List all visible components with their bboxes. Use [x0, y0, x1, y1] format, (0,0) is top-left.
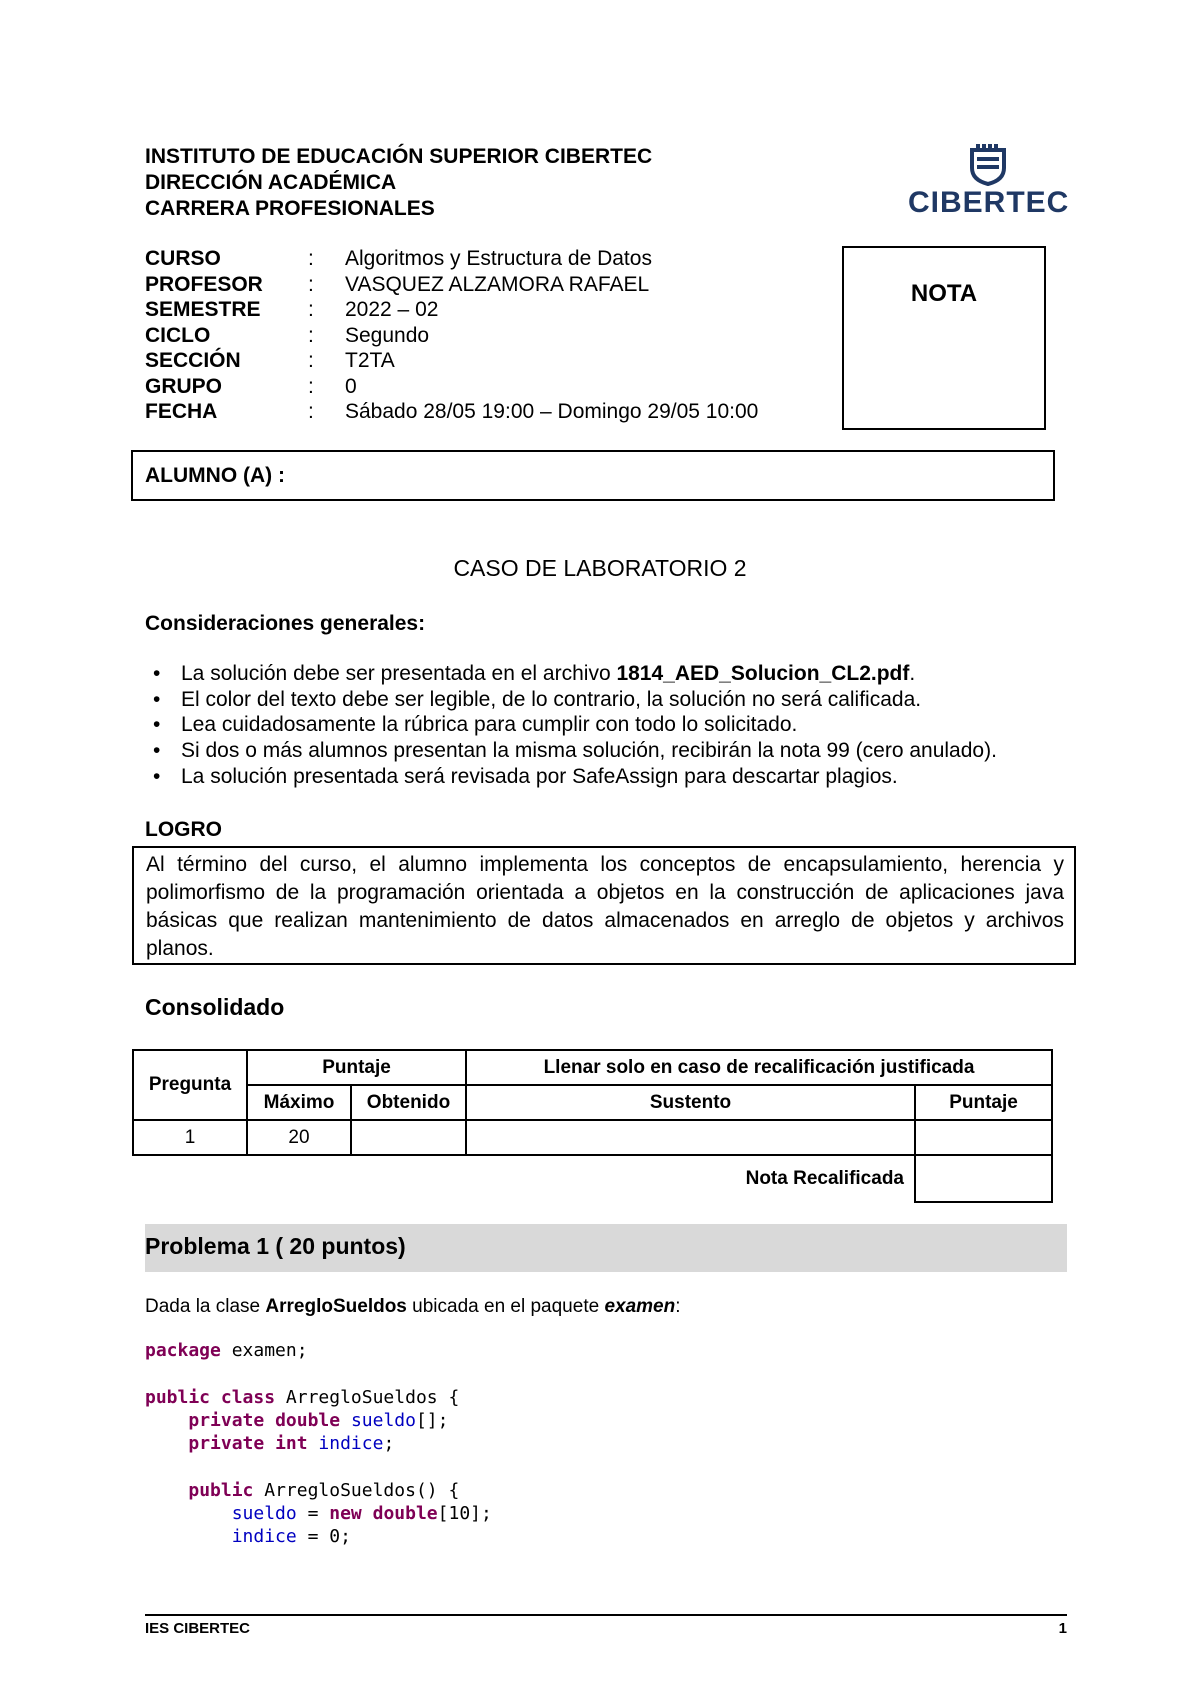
- info-value: Segundo: [345, 323, 430, 347]
- cell-nota-recalificada[interactable]: [915, 1155, 1052, 1202]
- info-row-fecha: [145, 399, 758, 425]
- info-label: CICLO: [145, 323, 211, 347]
- info-colon: :: [308, 323, 314, 347]
- direction-name: DIRECCIÓN ACADÉMICA: [145, 171, 397, 194]
- list-item: • La solución presentada será revisada por SafeAssign para descartar plagios.: [145, 764, 997, 790]
- code-text: examen;: [220, 1340, 308, 1361]
- package-name: examen: [604, 1296, 676, 1317]
- footer-divider: [145, 1614, 1067, 1616]
- keyword: int: [275, 1433, 308, 1455]
- info-row-seccion: [145, 348, 758, 374]
- intro-text: ubicada en el paquete: [406, 1296, 605, 1317]
- keyword: private: [188, 1409, 265, 1431]
- info-value: 0: [345, 374, 357, 398]
- bullet-text: La solución debe ser presentada en el archivo: [181, 662, 617, 685]
- info-row-profesor: [145, 272, 758, 298]
- list-item: • El color del texto debe ser legible, de lo contrario, la solución no será calificada.: [145, 687, 997, 713]
- grade-label: NOTA: [910, 280, 978, 307]
- header-pregunta: Pregunta: [133, 1050, 247, 1120]
- code-block: [145, 1339, 492, 1549]
- consolidated-title: Consolidado: [145, 994, 285, 1020]
- consolidated-table: [132, 1049, 1053, 1203]
- table-row: [133, 1155, 1052, 1202]
- code-text: =: [296, 1503, 330, 1525]
- problem-intro: [145, 1296, 681, 1318]
- header-puntaje-recal: Puntaje: [915, 1085, 1052, 1120]
- institution-header: [145, 144, 652, 222]
- cell-pregunta: 1: [133, 1120, 247, 1155]
- considerations-title: Consideraciones generales:: [145, 612, 426, 635]
- info-colon: :: [308, 400, 314, 423]
- file-name: 1814_AED_Solucion_CL2.pdf: [616, 662, 910, 685]
- info-row-grupo: [145, 374, 758, 400]
- lab-case-title: CASO DE LABORATORIO 2: [453, 555, 747, 581]
- header-puntaje: Puntaje: [247, 1050, 466, 1085]
- field-name: indice: [231, 1526, 297, 1548]
- info-value: Sábado 28/05 19:00 – Domingo 29/05 10:00: [345, 400, 759, 423]
- header-sustento: Sustento: [466, 1085, 915, 1120]
- achievement-box: Al término del curso, el alumno implementa los conceptos de encapsulamiento, herencia y polimorfismo de la programación orientada a objetos en la construcción de aplicaciones java básicas que realizan mantenimiento de datos almacenados en arreglo de objetos y archivos planos.: [132, 846, 1076, 965]
- student-label: ALUMNO (A) :: [145, 464, 285, 487]
- cell-sustento[interactable]: [466, 1120, 915, 1155]
- cell-maximo: 20: [247, 1120, 351, 1155]
- list-item: • Lea cuidadosamente la rúbrica para cumplir con todo lo solicitado.: [145, 712, 997, 738]
- intro-text: :: [675, 1296, 681, 1317]
- list-item: • Si dos o más alumnos presentan la misma solución, recibirán la nota 99 (cero anulado).: [145, 738, 997, 764]
- keyword: new: [329, 1503, 362, 1525]
- code-text: ArregloSueldos {: [275, 1386, 460, 1408]
- field-name: indice: [318, 1433, 384, 1455]
- info-row-semestre: [145, 297, 758, 323]
- class-name: ArregloSueldos: [265, 1296, 407, 1317]
- nota-recalificada-label: Nota Recalificada: [745, 1168, 904, 1189]
- grade-box[interactable]: [842, 246, 1046, 430]
- bullet-text: .: [909, 662, 916, 685]
- header-maximo: Máximo: [247, 1085, 351, 1120]
- code-text: = 0;: [296, 1526, 351, 1548]
- page-number: 1: [1058, 1620, 1067, 1637]
- info-colon: :: [308, 247, 314, 270]
- code-text: ArregloSueldos() {: [253, 1479, 460, 1501]
- info-row-curso: [145, 246, 758, 272]
- list-item: [145, 661, 997, 687]
- keyword: double: [372, 1503, 438, 1525]
- info-value: 2022 – 02: [345, 298, 439, 321]
- keyword: class: [220, 1386, 276, 1408]
- info-value: T2TA: [345, 349, 395, 372]
- cell-obtenido[interactable]: [351, 1120, 466, 1155]
- table-row: [133, 1050, 1052, 1085]
- considerations-list: [145, 661, 997, 790]
- cibertec-logo: [908, 140, 1068, 220]
- info-value: Algoritmos y Estructura de Datos: [345, 247, 652, 270]
- problem-title: Problema 1 ( 20 puntos): [145, 1233, 406, 1259]
- info-label: SEMESTRE: [145, 298, 261, 321]
- code-text: ;: [383, 1433, 395, 1455]
- institution-name: INSTITUTO DE EDUCACIÓN SUPERIOR CIBERTEC: [145, 145, 653, 168]
- info-label: FECHA: [145, 400, 218, 423]
- table-row: [133, 1085, 1052, 1120]
- field-name: sueldo: [350, 1409, 416, 1431]
- intro-text: Dada la clase: [145, 1296, 266, 1317]
- info-label: CURSO: [145, 247, 221, 270]
- info-colon: :: [308, 349, 314, 372]
- info-colon: :: [308, 298, 314, 321]
- career-name: CARRERA PROFESIONALES: [145, 197, 435, 220]
- footer-label: IES CIBERTEC: [145, 1620, 251, 1637]
- keyword: package: [145, 1340, 221, 1361]
- info-row-ciclo: [145, 323, 758, 349]
- header-obtenido: Obtenido: [351, 1085, 466, 1120]
- logo-wordmark: CIBERTEC: [908, 186, 1070, 219]
- course-info: [145, 246, 758, 425]
- achievement-title: LOGRO: [145, 818, 222, 841]
- keyword: public: [188, 1479, 254, 1501]
- problem-header-band: [145, 1224, 1067, 1272]
- code-text: [];: [415, 1409, 449, 1431]
- field-name: sueldo: [231, 1503, 297, 1525]
- info-label: GRUPO: [145, 374, 223, 398]
- cell-puntaje-recal[interactable]: [915, 1120, 1052, 1155]
- keyword: double: [275, 1409, 341, 1431]
- table-row: [133, 1120, 1052, 1155]
- info-colon: :: [308, 374, 314, 398]
- info-label: SECCIÓN: [145, 349, 241, 372]
- student-name-field[interactable]: [131, 450, 1055, 501]
- code-text: [10];: [437, 1503, 492, 1525]
- info-value: VASQUEZ ALZAMORA RAFAEL: [345, 272, 650, 296]
- keyword: public: [145, 1386, 211, 1408]
- keyword: private: [188, 1433, 265, 1455]
- info-colon: :: [308, 272, 314, 296]
- header-recalificacion: Llenar solo en caso de recalificación justificada: [466, 1050, 1052, 1085]
- info-label: PROFESOR: [145, 272, 263, 296]
